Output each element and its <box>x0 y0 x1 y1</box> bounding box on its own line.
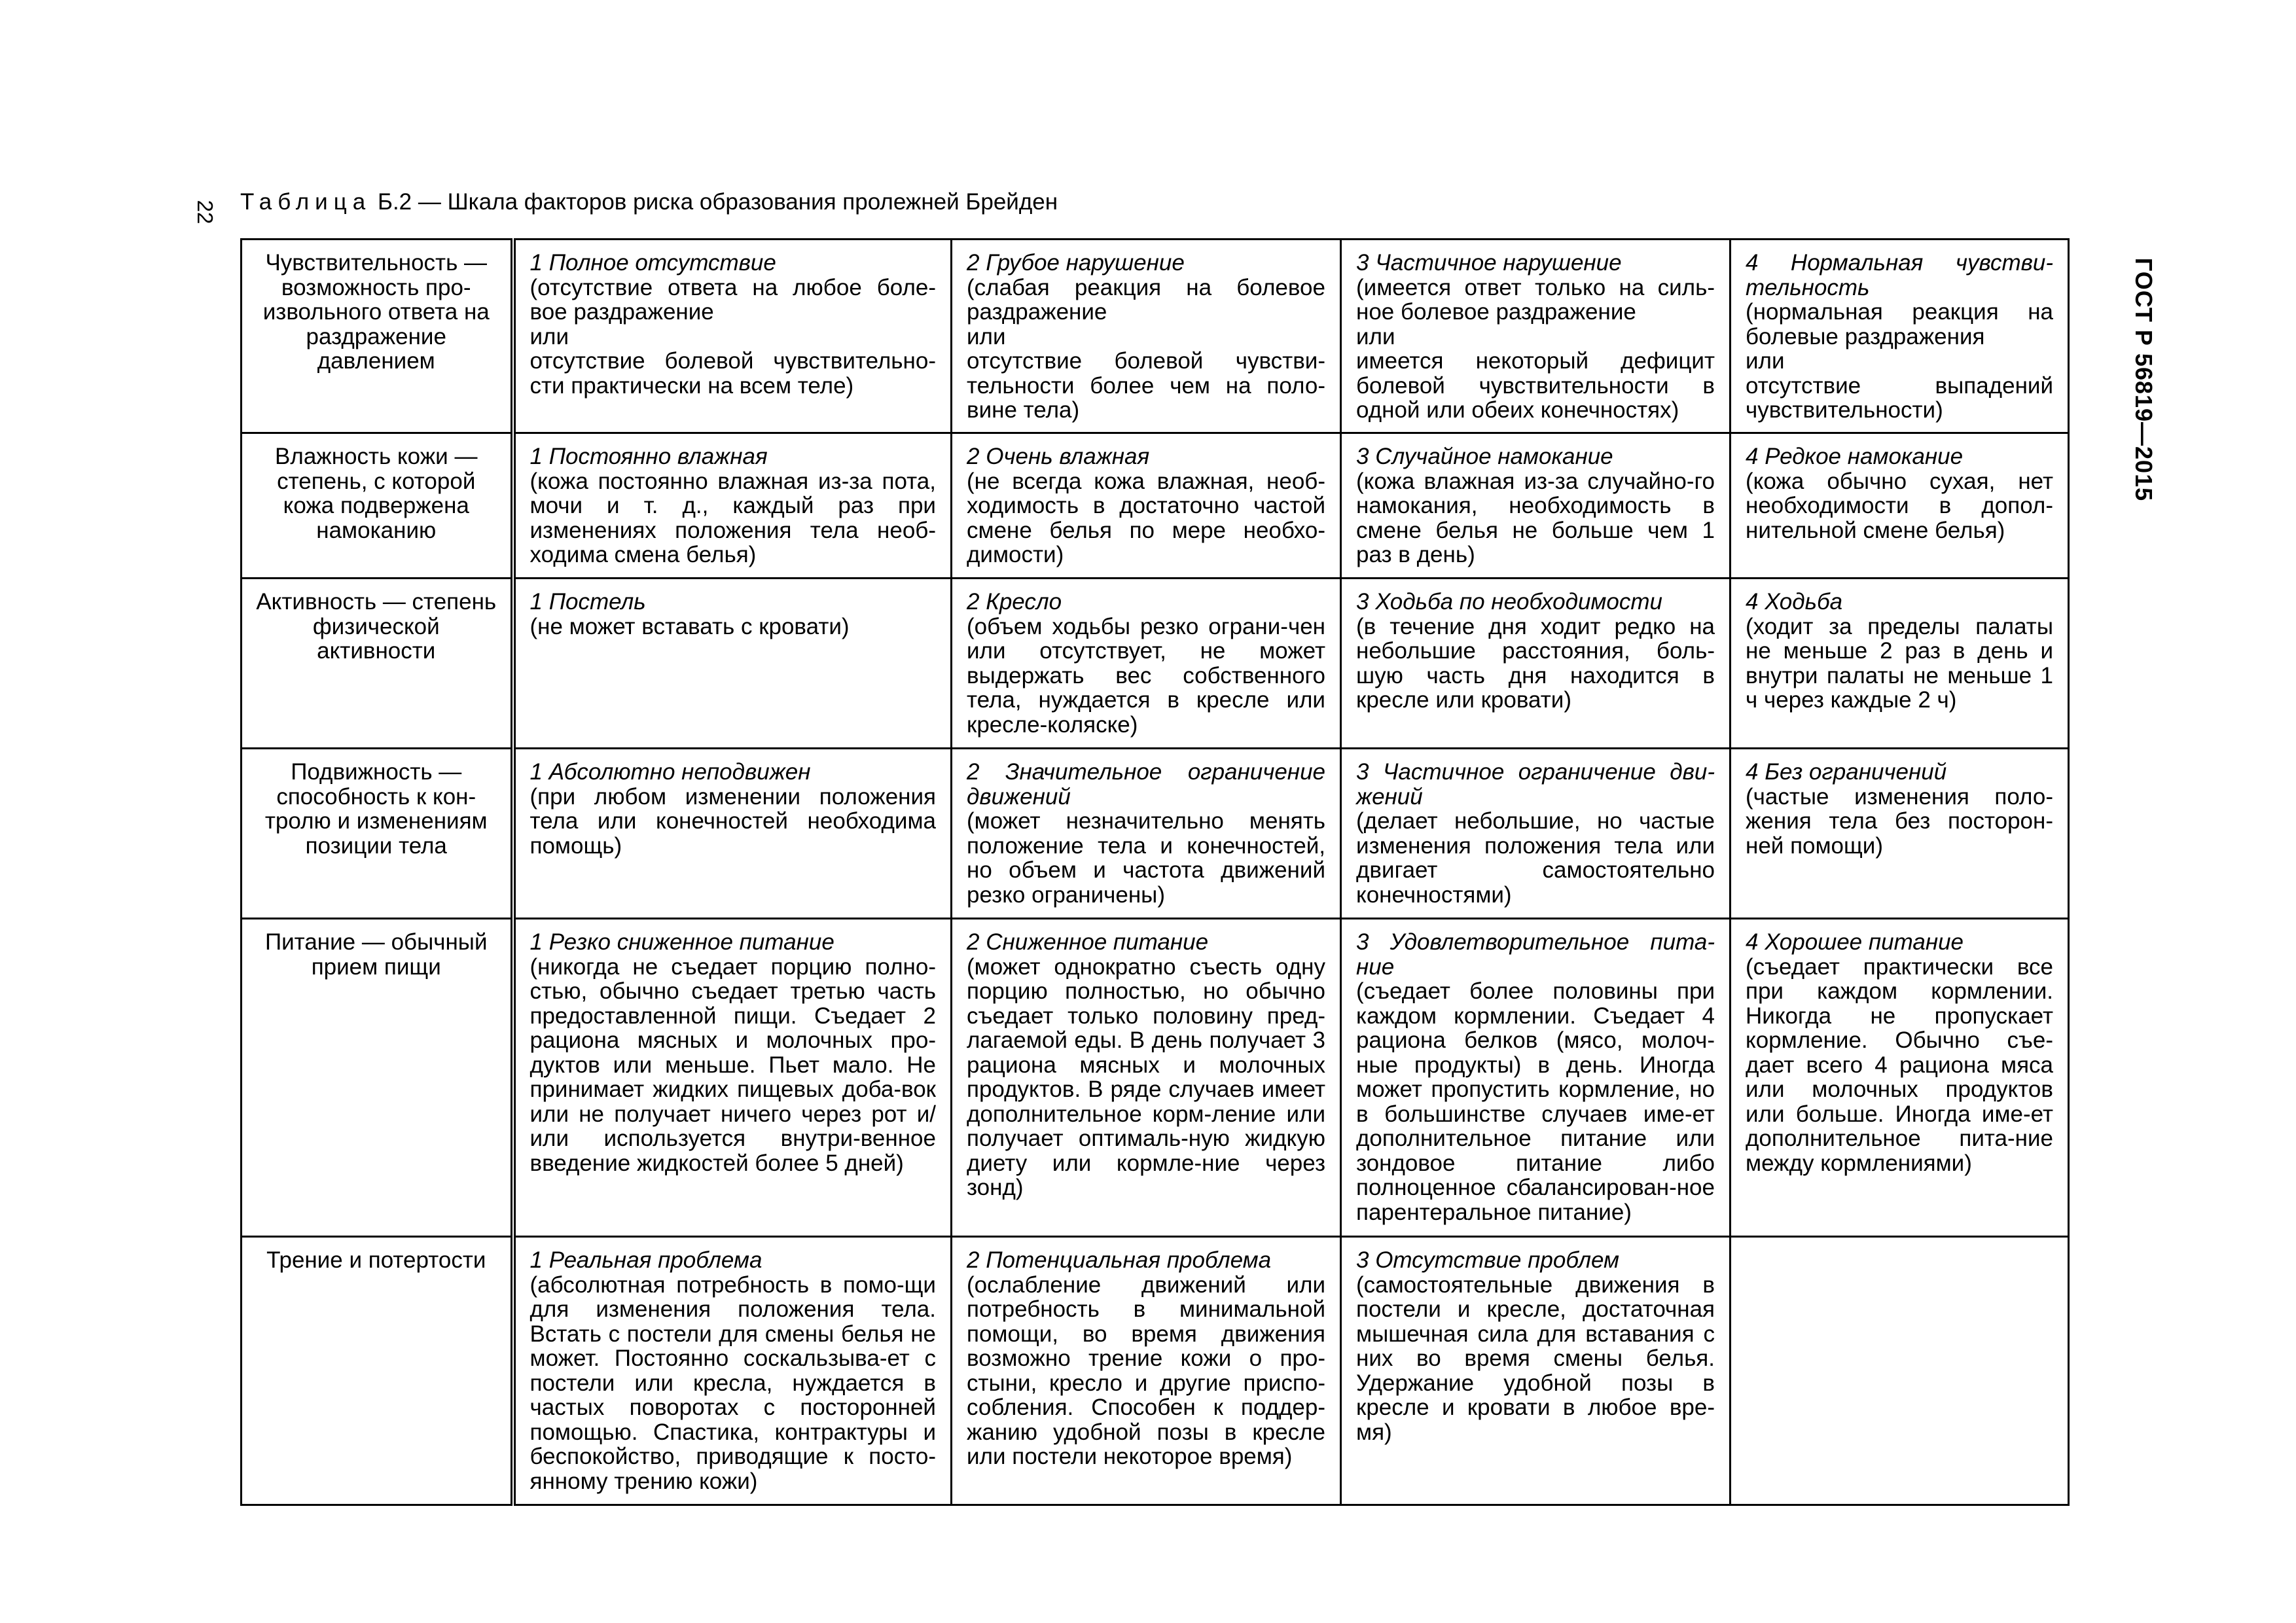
score-cell <box>952 919 1341 1237</box>
score-description: (отсутствие ответа на любое боле-вое раздражение или отсутствие болевой чувствительно-сти практически на всем теле) <box>529 274 936 399</box>
table-caption <box>240 188 1058 216</box>
braden-scale-table <box>240 238 2070 1506</box>
table-row <box>242 579 2069 749</box>
score-cell <box>1341 919 1731 1237</box>
score-description: (имеется ответ только на силь-ное болевое раздражение или имеется некоторый дефицит болевой чувствительности в одной или обеих конечностях) <box>1356 274 1715 423</box>
score-title: 2 Потенциальная проблема <box>967 1247 1272 1273</box>
score-title: 4 Без ограничений <box>1746 759 1947 785</box>
table-row <box>242 919 2069 1237</box>
score-title: 2 Значительное ограничение движений <box>967 759 1325 810</box>
caption-text: Б.2 — Шкала факторов риска образования пролежней Брейден <box>377 189 1058 215</box>
score-description: (не может вставать с кровати) <box>529 613 850 639</box>
score-title: 3 Частичное ограничение дви-жений <box>1356 759 1715 810</box>
score-cell <box>952 749 1341 919</box>
score-cell <box>513 240 952 433</box>
score-title: 2 Очень влажная <box>967 444 1150 469</box>
score-title: 2 Сниженное питание <box>967 929 1209 955</box>
score-description: (объем ходьбы резко ограни-чен или отсутствует, не может выдержать вес собственного тела, нуждается в кресле или кресле-коляске) <box>967 613 1325 738</box>
score-cell <box>513 749 952 919</box>
table-row <box>242 1237 2069 1505</box>
caption-label: Таблица <box>240 189 372 215</box>
score-title: 3 Удовлетворительное пита-ние <box>1356 929 1715 980</box>
factor-cell: Чувствительность — возможность про-извольного ответа на раздражение давлением <box>242 240 513 433</box>
score-cell <box>1341 579 1731 749</box>
score-description: (никогда не съедает порцию полно-стью, обычно съедает третью часть предоставленной пищи. Съедает 2 рациона мясных и молочных про-дуктов или меньше. Пьет мало. Не принимает жидких пищевых доба-вок или не получает ничего через рот и/или используется внутри-венное введение жидкостей более 5 дней) <box>529 954 936 1176</box>
factor-cell: Активность — степень физической активности <box>242 579 513 749</box>
score-cell <box>513 433 952 579</box>
score-description: (при любом изменении положения тела или конечностей необходима помощь) <box>529 783 936 859</box>
score-description: (кожа обычно сухая, нет необходимости в допол-нительной смене белья) <box>1746 468 2053 543</box>
score-title: 3 Ходьба по необходимости <box>1356 589 1662 615</box>
score-cell <box>1341 433 1731 579</box>
score-title: 2 Грубое нарушение <box>967 250 1185 276</box>
score-cell <box>513 579 952 749</box>
score-description: (делает небольшие, но частые изменения положения тела или двигает самостоятельно конечностями) <box>1356 808 1715 908</box>
score-cell-empty <box>1731 1237 2069 1505</box>
score-description: (нормальная реакция на болевые раздражения или отсутствие выпадений чувствительности) <box>1746 299 2053 423</box>
document-code: ГОСТ Р 56819—2015 <box>2130 257 2157 502</box>
score-description: (кожа влажная из-за случайно-го намокания, необходимость в смене белья не больше чем 1 раз в день) <box>1356 468 1715 567</box>
score-description: (кожа постоянно влажная из-за пота, мочи и т. д., каждый раз при изменениях положения тела необ-ходима смена белья) <box>529 468 936 567</box>
score-description: (ходит за пределы палаты не меньше 2 раз в день и внутри палаты не меньше 1 ч через каждые 2 ч) <box>1746 613 2053 713</box>
score-title: 2 Кресло <box>967 589 1062 615</box>
score-description: (не всегда кожа влажная, необ-ходимость в достаточно частой смене белья по мере необхо-димости) <box>967 468 1325 567</box>
score-description: (в течение дня ходит редко на небольшие расстояния, боль-шую часть дня находится в кресле или кровати) <box>1356 613 1715 713</box>
score-description: (самостоятельные движения в постели и кресле, достаточная мышечная сила для вставания с них во время смены белья. Удержание удобной позы в кресле и кровати в любое вре-мя) <box>1356 1272 1715 1445</box>
score-cell <box>1731 240 2069 433</box>
score-description: (слабая реакция на болевое раздражение или отсутствие болевой чувстви-тельности более чем на поло-вине тела) <box>967 274 1325 423</box>
score-description: (частые изменения поло-жения тела без посторон-ней помощи) <box>1746 783 2053 859</box>
score-cell <box>1341 1237 1731 1505</box>
table-row <box>242 433 2069 579</box>
score-title: 1 Абсолютно неподвижен <box>529 759 811 785</box>
score-cell <box>952 1237 1341 1505</box>
score-description: (может однократно съесть одну порцию полностью, но обычно съедает только половину пред-лагаемой еды. В день получает 3 рациона мясных и молочных продуктов. В ряде случаев имеет дополнительное корм-ление или получает оптималь-ную жидкую диету или кормле-ние через зонд) <box>967 954 1325 1200</box>
score-title: 1 Постель <box>529 589 646 615</box>
factor-cell: Питание — обычный прием пищи <box>242 919 513 1237</box>
factor-cell: Подвижность — способность к кон-тролю и изменениям позиции тела <box>242 749 513 919</box>
score-title: 4 Нормальная чувстви-тельность <box>1746 250 2053 300</box>
score-title: 1 Реальная проблема <box>529 1247 762 1273</box>
score-cell <box>952 579 1341 749</box>
score-cell <box>1341 749 1731 919</box>
page-number: 22 <box>193 200 217 224</box>
score-title: 1 Полное отсутствие <box>529 250 776 276</box>
score-cell <box>1341 240 1731 433</box>
score-title: 3 Случайное намокание <box>1356 444 1613 469</box>
score-cell <box>1731 579 2069 749</box>
score-title: 4 Хорошее питание <box>1746 929 1964 955</box>
score-title: 3 Частичное нарушение <box>1356 250 1622 276</box>
factor-cell: Влажность кожи — степень, с которой кожа подвержена намоканию <box>242 433 513 579</box>
score-cell <box>513 1237 952 1505</box>
table-row <box>242 749 2069 919</box>
factor-cell: Трение и потертости <box>242 1237 513 1505</box>
score-description: (может незначительно менять положение тела и конечностей, но объем и частота движений резко ограничены) <box>967 808 1325 908</box>
score-cell <box>513 919 952 1237</box>
score-title: 3 Отсутствие проблем <box>1356 1247 1620 1273</box>
score-cell <box>952 433 1341 579</box>
score-cell <box>1731 919 2069 1237</box>
score-title: 1 Постоянно влажная <box>529 444 768 469</box>
score-description: (съедает практически все при каждом кормлении. Никогда не пропускает кормление. Обычно съе-дает всего 4 рациона мяса или молочных продуктов или больше. Иногда име-ет дополнительное пита-ние между кормлениями) <box>1746 954 2053 1176</box>
score-description: (абсолютная потребность в помо-щи для изменения положения тела. Встать с постели для смены белья не может. Постоянно соскальзыва-ет с постели или кресла, нуждается в частых поворотах с посторонней помощью. Спастика, контрактуры и беспокойство, приводящие к посто-янному трению кожи) <box>529 1272 936 1494</box>
score-description: (ослабление движений или потребность в минимальной помощи, во время движения возможно трение кожи о про-стыни, кресло и другие приспо-собления. Способен к поддер-жанию удобной позы в кресле или постели некоторое время) <box>967 1272 1325 1469</box>
score-cell <box>1731 749 2069 919</box>
score-title: 4 Редкое намокание <box>1746 444 1964 469</box>
score-title: 1 Резко сниженное питание <box>529 929 834 955</box>
score-cell <box>1731 433 2069 579</box>
score-cell <box>952 240 1341 433</box>
score-description: (съедает более половины при каждом кормлении. Съедает 4 рациона белков (мясо, молоч-ные продукты) в день. Иногда может пропустить кормление, но в большинстве случаев име-ет дополнительное питание или зондовое питание либо полноценное сбалансирован-ное парентеральное питание) <box>1356 978 1715 1225</box>
score-title: 4 Ходьба <box>1746 589 1843 615</box>
table-row <box>242 240 2069 433</box>
